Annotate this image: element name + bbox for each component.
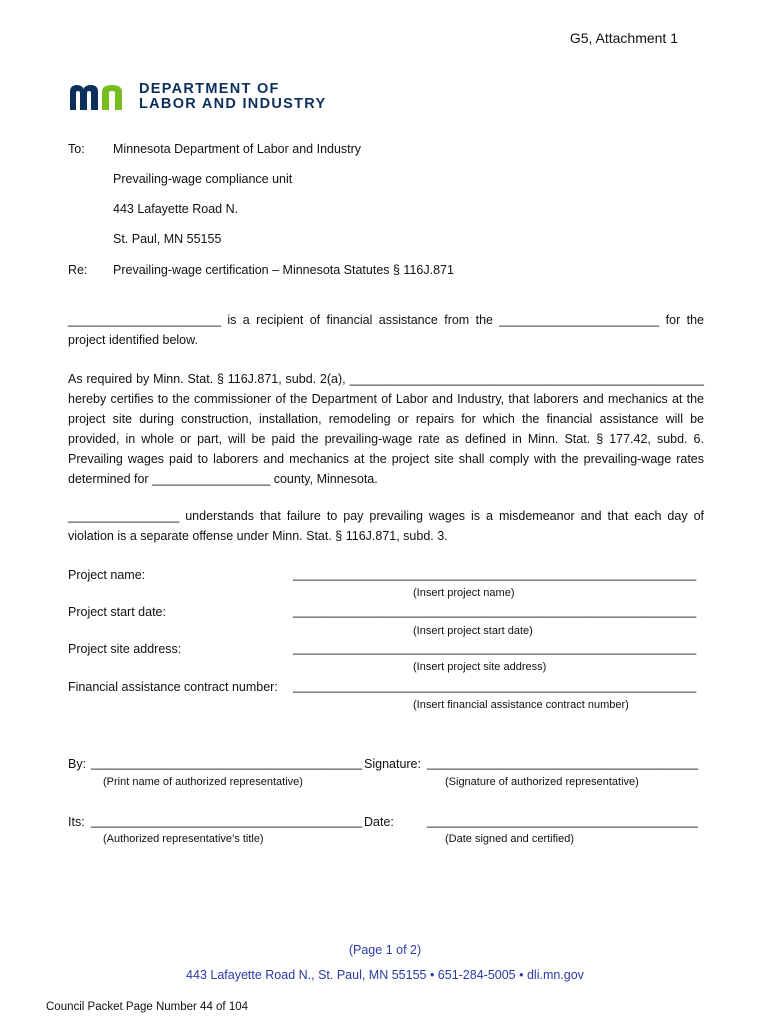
by-caption: (Print name of authorized representative): [103, 776, 303, 788]
by-label: By:: [68, 757, 87, 771]
signature-blank: _______________________________________: [427, 756, 699, 770]
project-name-blank: __________________________________________________________: [293, 567, 697, 581]
signature-caption: (Signature of authorized representative): [445, 776, 639, 788]
project-name-caption: (Insert project name): [413, 587, 515, 599]
paragraph-recipient: ______________________ is a recipient of financial assistance from the _______________________ for the project identified below.: [68, 313, 704, 347]
its-blank: _______________________________________: [91, 814, 363, 828]
project-start-date-blank: __________________________________________________________: [293, 604, 697, 618]
contract-number-blank: __________________________________________________________: [293, 679, 697, 693]
logo-line-2: LABOR AND INDUSTRY: [139, 96, 327, 112]
date-blank: _______________________________________: [427, 814, 699, 828]
to-line-3: 443 Lafayette Road N.: [113, 202, 239, 216]
project-name-label: Project name:: [68, 568, 146, 582]
council-packet-page-number: Council Packet Page Number 44 of 104: [46, 1001, 249, 1013]
date-label: Date:: [364, 815, 394, 829]
attachment-label: G5, Attachment 1: [569, 30, 678, 46]
project-start-date-caption: (Insert project start date): [413, 625, 533, 637]
mn-logo-mark-icon: [68, 82, 134, 112]
date-caption: (Date signed and certified): [445, 833, 575, 845]
its-label: Its:: [68, 815, 85, 829]
page-indicator: (Page 1 of 2): [348, 943, 422, 957]
to-label: To:: [68, 142, 85, 156]
signature-label: Signature:: [364, 757, 421, 771]
to-line-2: Prevailing-wage compliance unit: [113, 172, 293, 186]
paragraph-misdemeanor: ________________ understands that failure to pay prevailing wages is a misdemeanor and that each day of violation is a separate offense under Minn. Stat. § 116J.871, subd. 3.: [68, 509, 704, 543]
re-label: Re:: [68, 263, 88, 277]
contract-number-label: Financial assistance contract number:: [68, 680, 278, 694]
contract-number-caption: (Insert financial assistance contract number): [413, 699, 629, 711]
project-start-date-label: Project start date:: [68, 605, 166, 619]
department-logo-text: [139, 82, 326, 112]
project-site-address-blank: __________________________________________________________: [293, 641, 697, 655]
to-line-1: Minnesota Department of Labor and Industry: [113, 142, 362, 156]
logo-line-1: DEPARTMENT OF: [139, 81, 280, 97]
its-caption: (Authorized representative’s title): [103, 833, 264, 845]
project-site-address-caption: (Insert project site address): [413, 661, 547, 673]
project-site-address-label: Project site address:: [68, 642, 182, 656]
footer-address: 443 Lafayette Road N., St. Paul, MN 55155 • 651-284-5005 • dli.mn.gov: [186, 968, 584, 982]
to-line-4: St. Paul, MN 55155: [113, 232, 222, 246]
paragraph-certification: As required by Minn. Stat. § 116J.871, subd. 2(a), ___________________________________________________ hereby certifies to the commissioner of the Department of Labor and Industry, that laborers and mechanics at the project site during construction, installation, remodeling or repairs for which the financial assistance will be provided, in whole or part, will be paid the prevailing-wage rate as defined in Minn. Stat. § 177.42, subd. 6. Prevailing wages paid to laborers and mechanics at the project site shall comply with the prevailing-wage rates determined for _________________ county, Minnesota.: [68, 372, 704, 486]
by-blank: _______________________________________: [91, 756, 363, 770]
re-subject: Prevailing-wage certification – Minnesota Statutes § 116J.871: [113, 263, 454, 277]
